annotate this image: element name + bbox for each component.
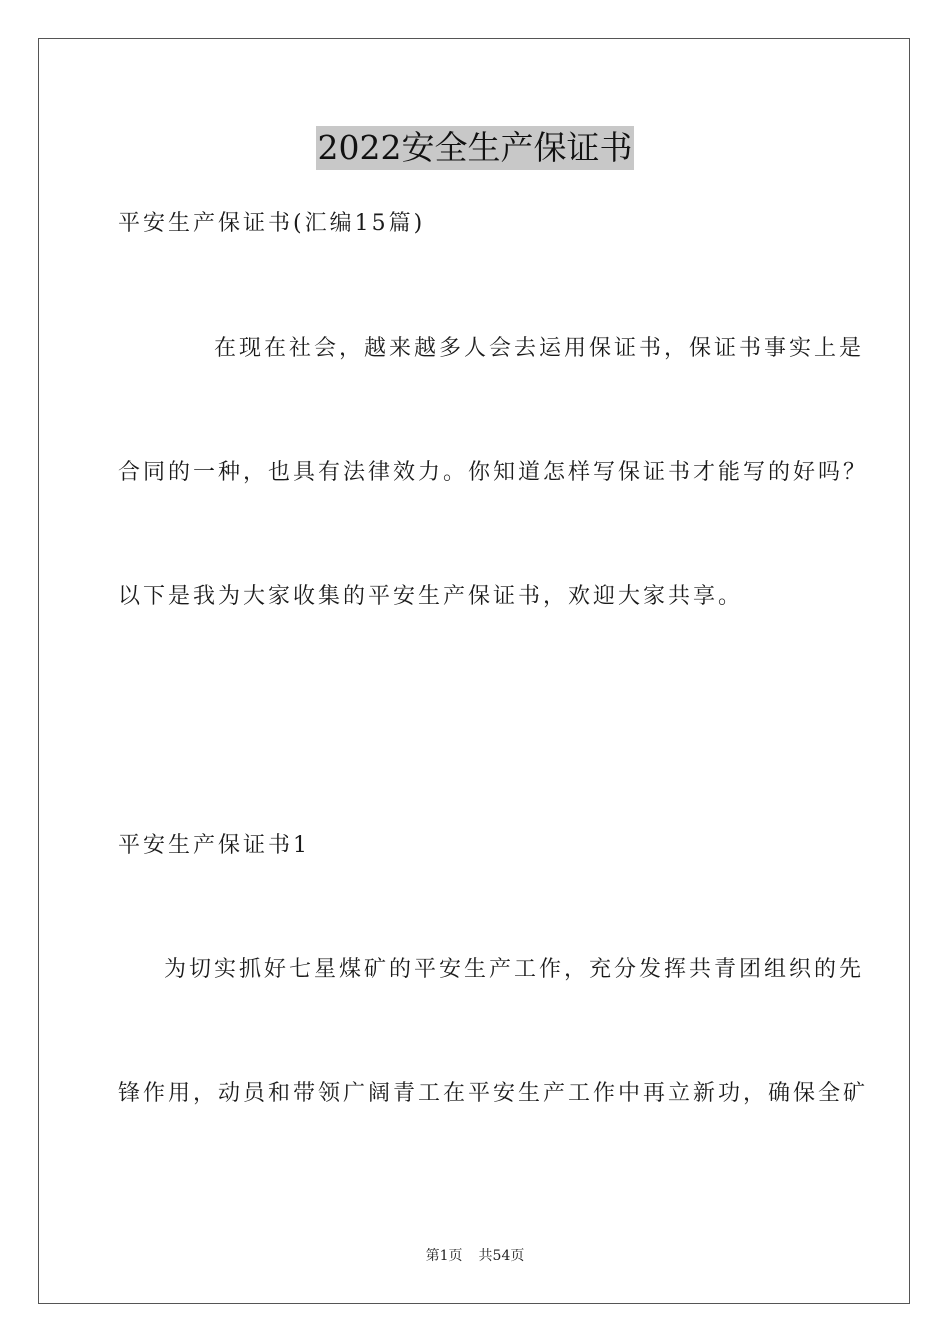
page-number: 第1页 bbox=[425, 1248, 463, 1264]
title-container bbox=[0, 126, 950, 170]
page-footer bbox=[0, 1246, 950, 1266]
paragraph-line: 为切实抓好七星煤矿的平安生产工作，充分发挥共青团组织的先 bbox=[164, 957, 865, 982]
total-pages: 共54页 bbox=[478, 1248, 525, 1264]
document-title: 2022安全生产保证书 bbox=[316, 126, 635, 170]
document-subtitle: 平安生产保证书(汇编15篇) bbox=[118, 211, 426, 236]
paragraph-line: 在现在社会，越来越多人会去运用保证书，保证书事实上是 bbox=[214, 336, 865, 361]
paragraph-line: 以下是我为大家收集的平安生产保证书，欢迎大家共享。 bbox=[118, 584, 744, 609]
paragraph-line: 合同的一种，也具有法律效力。你知道怎样写保证书才能写的好吗？ bbox=[118, 460, 869, 485]
section-heading: 平安生产保证书1 bbox=[118, 833, 310, 858]
paragraph-line: 锋作用，动员和带领广阔青工在平安生产工作中再立新功，确保全矿 bbox=[118, 1081, 869, 1106]
